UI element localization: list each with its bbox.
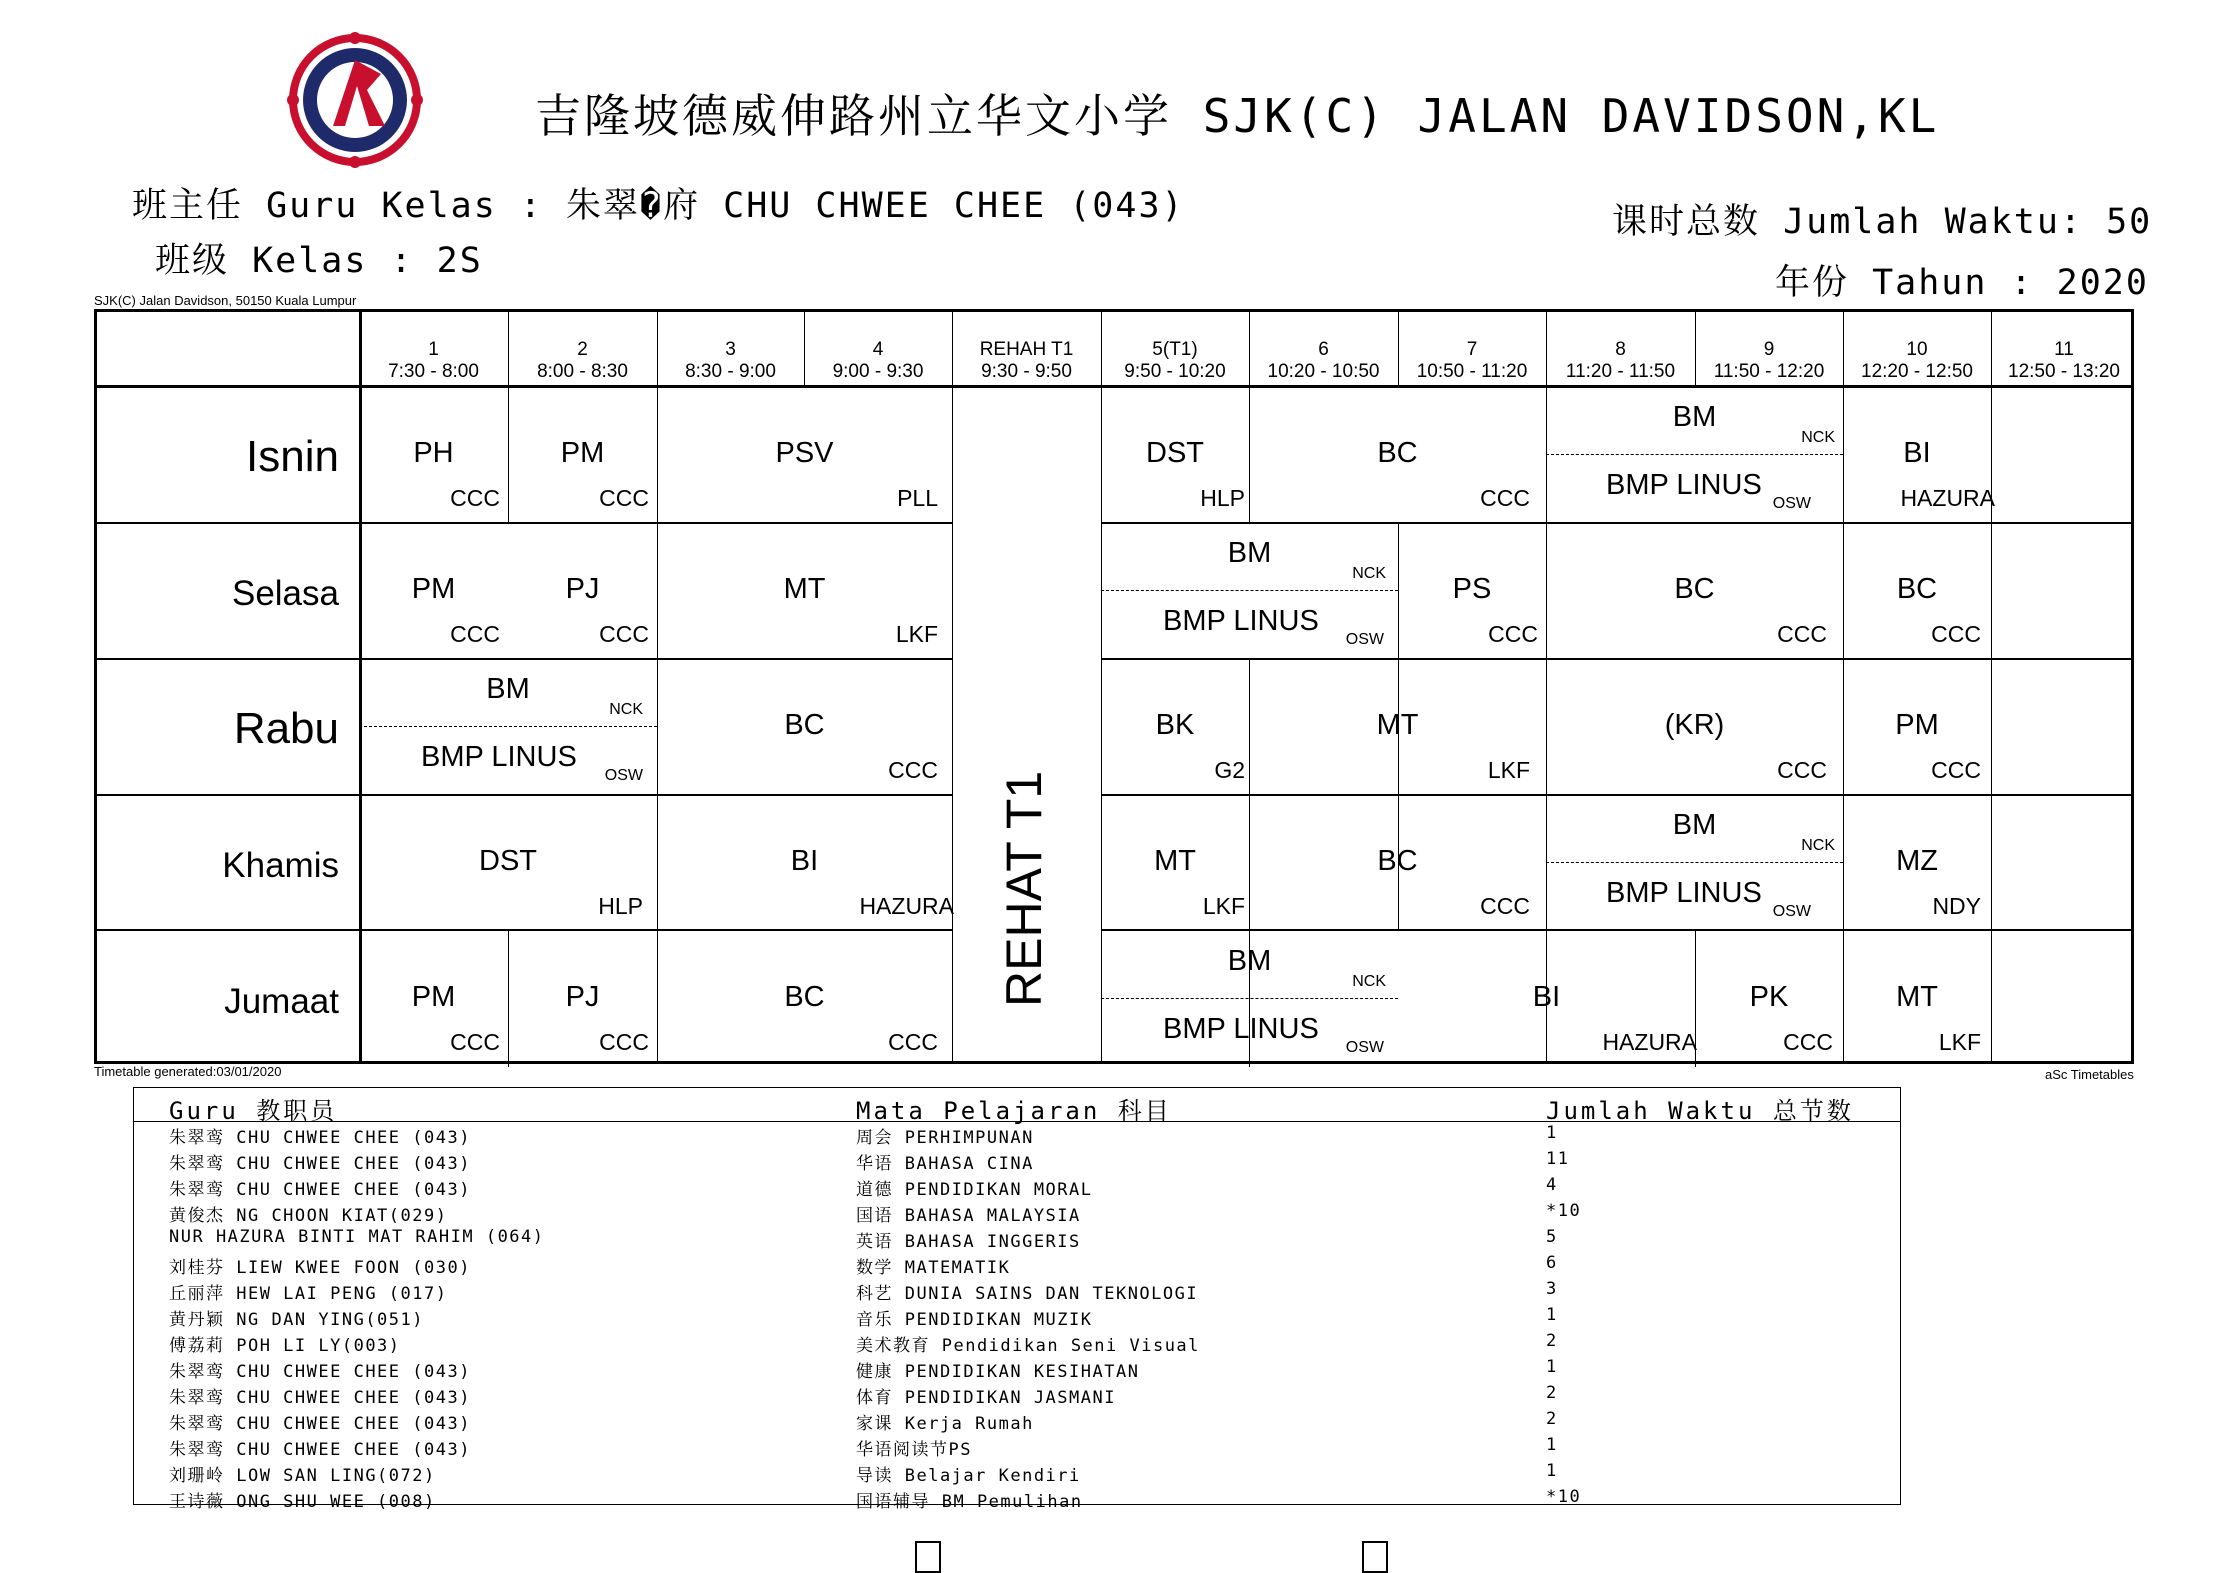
subject-code: BC [1377, 845, 1418, 877]
lesson-cell[interactable] [1398, 523, 1546, 659]
teacher-code: NCK [609, 701, 643, 718]
break-label: REHAT T1 [996, 770, 1052, 1007]
teacher-code: G2 [1214, 757, 1245, 783]
subject-code: PJ [565, 573, 600, 605]
lesson-cell[interactable] [657, 931, 952, 1067]
lesson-cell[interactable] [508, 387, 657, 523]
lesson-cell[interactable] [1249, 659, 1546, 795]
teacher-code: OSW [1772, 903, 1811, 920]
subject-code: MT [1896, 981, 1938, 1013]
period-header: 10 12:20 - 12:50 [1861, 339, 1973, 382]
subject-code: BC [784, 981, 825, 1013]
academic-year: 年份 Tahun : 2020 [1775, 263, 2149, 303]
teacher-code: HAZURA [1900, 485, 1995, 511]
subject-code: BM [1227, 945, 1272, 977]
teacher-code: NCK [1801, 429, 1835, 446]
subject-code: PM [1895, 709, 1939, 741]
teacher-code: CCC [1931, 621, 1981, 647]
teacher-code: OSW [1345, 631, 1384, 648]
teacher-code: CCC [599, 485, 649, 511]
row-subject: 数学 MATEMATIK [856, 1258, 1011, 1278]
row-periods: 2 [1546, 1331, 1558, 1351]
subject-code: BC [1896, 573, 1938, 605]
lesson-cell[interactable] [1249, 795, 1546, 931]
teacher-code: CCC [1783, 1029, 1833, 1055]
class-teacher: 班主任 Guru Kelas : 朱翠�府 CHU CHWEE CHEE (043) [132, 186, 1185, 226]
teacher-code: CCC [1777, 757, 1827, 783]
teacher-code: CCC [450, 485, 500, 511]
row-teacher: 朱翠鸾 CHU CHWEE CHEE (043) [169, 1414, 471, 1434]
lesson-cell[interactable] [508, 931, 657, 1067]
teacher-code: CCC [888, 757, 938, 783]
day-label: Khamis [222, 846, 339, 885]
day-label: Isnin [246, 432, 339, 481]
period-header: 5(T1) 9:50 - 10:20 [1124, 339, 1226, 382]
day-label: Selasa [231, 574, 339, 613]
teacher-code: CCC [599, 621, 649, 647]
period-header: 11 12:50 - 13:20 [2008, 339, 2120, 382]
lesson-cell[interactable] [1695, 931, 1843, 1067]
row-subject: 国语辅导 BM Pemulihan [856, 1492, 1083, 1512]
row-periods: *10 [1546, 1487, 1582, 1507]
teacher-code: OSW [1772, 495, 1811, 512]
teacher-code: CCC [888, 1029, 938, 1055]
period-header: 4 9:00 - 9:30 [832, 339, 924, 382]
period-header: 6 10:20 - 10:50 [1267, 339, 1380, 382]
school-address: SJK(C) Jalan Davidson, 50150 Kuala Lumpur [94, 293, 357, 308]
teacher-code: HAZURA [1602, 1029, 1697, 1055]
row-teacher: 黄俊杰 NG CHOON KIAT(029) [169, 1206, 448, 1226]
subject-code: MZ [1896, 845, 1938, 877]
row-periods: 5 [1546, 1227, 1558, 1247]
row-subject: 周会 PERHIMPUNAN [856, 1128, 1034, 1148]
subject-code: BC [784, 709, 825, 741]
subject-code: DST [479, 845, 537, 877]
row-subject: 导读 Belajar Kendiri [856, 1466, 1081, 1486]
checkbox[interactable] [1362, 1541, 1388, 1573]
teacher-code: HLP [1200, 485, 1245, 511]
subject-code: PSV [775, 437, 834, 469]
subject-code: BMP LINUS [1163, 1013, 1319, 1045]
row-teacher: 朱翠鸾 CHU CHWEE CHEE (043) [169, 1440, 471, 1460]
total-periods: 课时总数 Jumlah Waktu: 50 [1612, 202, 2153, 242]
lesson-cell[interactable] [1843, 795, 1991, 931]
lesson-cell[interactable] [1101, 795, 1249, 931]
teacher-code: CCC [1777, 621, 1827, 647]
subject-code: BM [1672, 809, 1717, 841]
row-subject: 华语阅读节PS [856, 1440, 972, 1460]
row-subject: 英语 BAHASA INGGERIS [856, 1232, 1081, 1252]
row-teacher: 刘珊岭 LOW SAN LING(072) [169, 1466, 436, 1486]
teacher-code: LKF [1487, 757, 1530, 783]
row-periods: 1 [1546, 1435, 1558, 1455]
lesson-cell[interactable] [508, 523, 657, 659]
subject-code: PK [1749, 981, 1789, 1013]
period-header: 9 11:50 - 12:20 [1713, 339, 1825, 382]
teacher-code: CCC [450, 621, 500, 647]
lesson-cell[interactable] [1843, 387, 1995, 523]
row-periods: 11 [1546, 1149, 1570, 1169]
teacher-code: CCC [599, 1029, 649, 1055]
row-teacher: 朱翠鸾 CHU CHWEE CHEE (043) [169, 1180, 471, 1200]
subject-code: BC [1674, 573, 1715, 605]
class-name: 班级 Kelas : 2S [155, 241, 483, 281]
subject-code: PJ [565, 981, 600, 1013]
lesson-cell[interactable] [1101, 659, 1249, 795]
lesson-cell[interactable] [657, 795, 952, 931]
row-periods: 3 [1546, 1279, 1558, 1299]
row-teacher: 朱翠鸾 CHU CHWEE CHEE (043) [169, 1154, 471, 1174]
teacher-code: NDY [1932, 893, 1981, 919]
lesson-cell[interactable] [657, 523, 952, 659]
row-teacher: 朱翠鸾 CHU CHWEE CHEE (043) [169, 1362, 471, 1382]
teacher-code: NCK [1352, 973, 1386, 990]
column-header-periods: Jumlah Waktu 总节数 [1546, 1097, 1854, 1125]
school-crest-icon [285, 30, 425, 170]
teacher-code: CCC [1488, 621, 1538, 647]
day-label: Rabu [233, 704, 339, 753]
school-title: 吉隆坡德威伸路州立华文小学 SJK(C) JALAN DAVIDSON,KL [535, 89, 1940, 143]
row-periods: 1 [1546, 1461, 1558, 1481]
subject-code: BI [790, 845, 819, 877]
row-periods: 1 [1546, 1305, 1558, 1325]
lesson-cell[interactable] [1398, 931, 1695, 1067]
split-lesson-cell[interactable] [1101, 931, 1398, 1067]
subject-code: BM [1672, 401, 1717, 433]
row-subject: 健康 PENDIDIKAN KESIHATAN [856, 1362, 1140, 1382]
subject-code: PM [411, 981, 456, 1013]
split-lesson-cell[interactable] [1101, 523, 1398, 659]
subject-code: BMP LINUS [421, 741, 577, 773]
teacher-code: NCK [1352, 565, 1386, 582]
subject-code: MT [1376, 709, 1419, 741]
teacher-code: CCC [1480, 893, 1530, 919]
teacher-code: OSW [604, 767, 643, 784]
lesson-cell[interactable] [1546, 659, 1843, 795]
subject-code: BMP LINUS [1606, 877, 1762, 909]
split-lesson-cell[interactable] [359, 659, 657, 795]
teacher-code: CCC [1931, 757, 1981, 783]
lesson-cell[interactable] [359, 387, 508, 523]
subject-code: DST [1146, 437, 1204, 469]
column-header-subject: Mata Pelajaran 科目 [856, 1097, 1172, 1125]
teacher-code: HLP [598, 893, 643, 919]
checkbox[interactable] [915, 1541, 941, 1573]
lesson-cell[interactable] [359, 523, 508, 659]
row-teacher: 傅荔莉 POH LI LY(003) [169, 1336, 401, 1356]
school-logo [285, 30, 425, 170]
period-header: 3 8:30 - 9:00 [685, 339, 776, 382]
row-teacher: 刘桂芬 LIEW KWEE FOON (030) [169, 1258, 471, 1278]
subject-code: PM [411, 573, 456, 605]
teacher-code: OSW [1345, 1039, 1384, 1056]
row-subject: 美术教育 Pendidikan Seni Visual [856, 1336, 1200, 1356]
period-header: 1 7:30 - 8:00 [388, 339, 479, 382]
teacher-code: CCC [1480, 485, 1530, 511]
split-lesson-cell[interactable] [1546, 795, 1843, 931]
split-lesson-cell[interactable] [1546, 387, 1843, 523]
row-teacher: 黄丹颖 NG DAN YING(051) [169, 1310, 424, 1330]
column-header-teacher: Guru 教职员 [169, 1097, 338, 1125]
row-periods: 2 [1546, 1409, 1558, 1429]
row-periods: 2 [1546, 1383, 1558, 1403]
row-subject: 体育 PENDIDIKAN JASMANI [856, 1388, 1116, 1408]
teacher-code: LKF [1938, 1029, 1981, 1055]
teacher-code: LKF [895, 621, 938, 647]
row-subject: 道德 PENDIDIKAN MORAL [856, 1180, 1093, 1200]
subject-code: PS [1452, 573, 1492, 605]
row-subject: 科艺 DUNIA SAINS DAN TEKNOLOGI [856, 1284, 1199, 1304]
teacher-subject-table [133, 1087, 1901, 1512]
subject-code: PM [560, 437, 605, 469]
teacher-code: CCC [450, 1029, 500, 1055]
row-subject: 音乐 PENDIDIKAN MUZIK [856, 1310, 1093, 1330]
lesson-cell[interactable] [1843, 659, 1991, 795]
row-teacher: NUR HAZURA BINTI MAT RAHIM (064) [169, 1227, 545, 1247]
lesson-cell[interactable] [657, 387, 952, 523]
subject-code: (KR) [1664, 709, 1725, 741]
lesson-cell[interactable] [1249, 387, 1546, 523]
period-header: 2 8:00 - 8:30 [537, 339, 628, 382]
subject-code: BI [1903, 437, 1931, 469]
row-periods: 4 [1546, 1175, 1558, 1195]
lesson-cell[interactable] [1546, 523, 1843, 659]
subject-code: BI [1532, 981, 1561, 1013]
subject-code: BM [1227, 537, 1272, 569]
lesson-cell[interactable] [657, 659, 952, 795]
period-header: 8 11:20 - 11:50 [1565, 339, 1676, 382]
generated-note: Timetable generated:03/01/2020 [94, 1064, 282, 1079]
row-periods: 1 [1546, 1357, 1558, 1377]
row-teacher: 王诗薇 ONG SHU WEE (008) [169, 1492, 436, 1512]
teacher-code: HAZURA [859, 893, 954, 919]
row-subject: 华语 BAHASA CINA [856, 1154, 1034, 1174]
day-label: Jumaat [224, 982, 339, 1021]
teacher-code: LKF [1202, 893, 1245, 919]
subject-code: BMP LINUS [1163, 605, 1319, 637]
row-periods: *10 [1546, 1201, 1582, 1221]
row-subject: 国语 BAHASA MALAYSIA [856, 1206, 1081, 1226]
period-header: 7 10:50 - 11:20 [1416, 339, 1528, 382]
asc-credit: aSc Timetables [2045, 1067, 2134, 1082]
lesson-cell[interactable] [359, 795, 657, 931]
lesson-cell[interactable] [1101, 387, 1249, 523]
teacher-code: PLL [897, 485, 938, 511]
lesson-cell[interactable] [359, 931, 508, 1067]
row-periods: 1 [1546, 1123, 1558, 1143]
subject-code: BM [486, 673, 530, 705]
subject-code: MT [1154, 845, 1196, 877]
subject-code: BC [1377, 437, 1418, 469]
teacher-code: NCK [1801, 837, 1835, 854]
subject-code: BK [1155, 709, 1195, 741]
lesson-cell[interactable] [1843, 931, 1991, 1067]
period-header: REHAH T1 9:30 - 9:50 [979, 339, 1074, 382]
subject-code: MT [783, 573, 826, 605]
row-teacher: 丘丽萍 HEW LAI PENG (017) [169, 1284, 448, 1304]
row-teacher: 朱翠鸾 CHU CHWEE CHEE (043) [169, 1388, 471, 1408]
row-subject: 家课 Kerja Rumah [856, 1414, 1034, 1434]
subject-code: BMP LINUS [1606, 469, 1762, 501]
lesson-cell[interactable] [1843, 523, 1991, 659]
row-teacher: 朱翠鸾 CHU CHWEE CHEE (043) [169, 1128, 471, 1148]
row-periods: 6 [1546, 1253, 1558, 1273]
timetable-grid [94, 309, 2134, 1064]
subject-code: PH [413, 437, 454, 469]
